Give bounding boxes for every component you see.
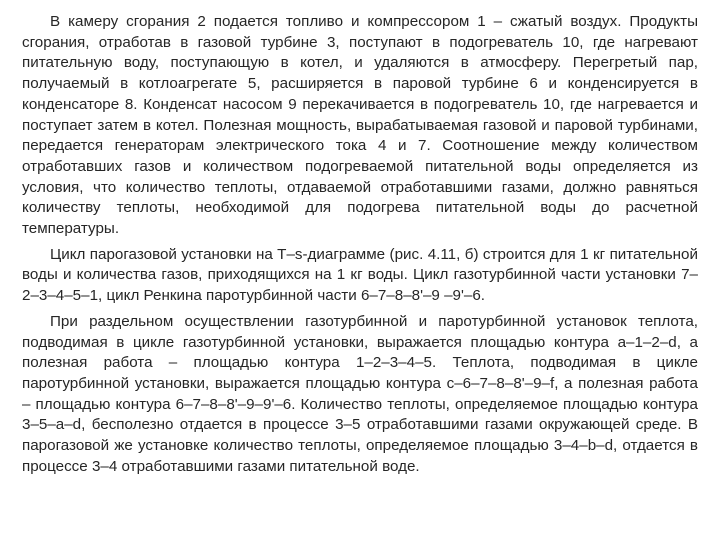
paragraph-cycle-description: В камеру сгорания 2 подается топливо и компрессором 1 – сжатый воздух. Продукты сгорания, отработав в газовой турбине 3, поступают в подогреватель 10, где нагревают питательную воду, поступающую в котел, и удаляются в атмосферу. Перегретый пар, получаемый в котлоагрегате 5, расширяется в паровой турбине 6 и конденсируется в конденсаторе 8. Конденсат насосом 9 перекачивается в подогреватель 10, где нагревается и поступает затем в котел. Полезная мощность, вырабатываемая газовой и паровой турбинами, передается генераторам электрического тока 4 и 7. Соотношение между количеством отработавших газов и количеством подогреваемой питательной воды определяется из условия, что количество теплоты, отдаваемой отработавшими газами, должно равняться количеству теплоты, необходимой для подогрева питательной воды до расчетной температуры. [22,13,698,238]
document-page [22,12,698,477]
paragraph-separate-installations: При раздельном осуществлении газотурбинной и паротурбинной установок теплота, подводимая в цикле газотурбинной установки, выражается площадью контура a–1–2–d, а полезная работа – площадью контура 1–2–3–4–5. Теплота, подводимая в цикле паротурбинной установки, выражается площадью контура c–6–7–8–8'–9–f, а полезная работа – площадью контура 6–7–8–8'–9–9'–6. Количество теплоты, определяемое площадью контура 3–5–a–d, бесполезно отдается в процессе 3–5 отработавшими газами окружающей среде. В парогазовой же установке количество теплоты, определяемое площадью 3–4–b–d, отдается в процессе 3–4 отработавшими газами питательной воде. [22,312,698,475]
paragraph-ts-diagram: Цикл парогазовой установки на T–s-диаграмме (рис. 4.11, б) строится для 1 кг питательной воды и количества газов, приходящихся на 1 кг воды. Цикл газотурбинной части установки 7–2–3–4–5–1, цикл Ренкина паротурбинной части 6–7–8–8'–9 –9'–6. [22,245,698,305]
